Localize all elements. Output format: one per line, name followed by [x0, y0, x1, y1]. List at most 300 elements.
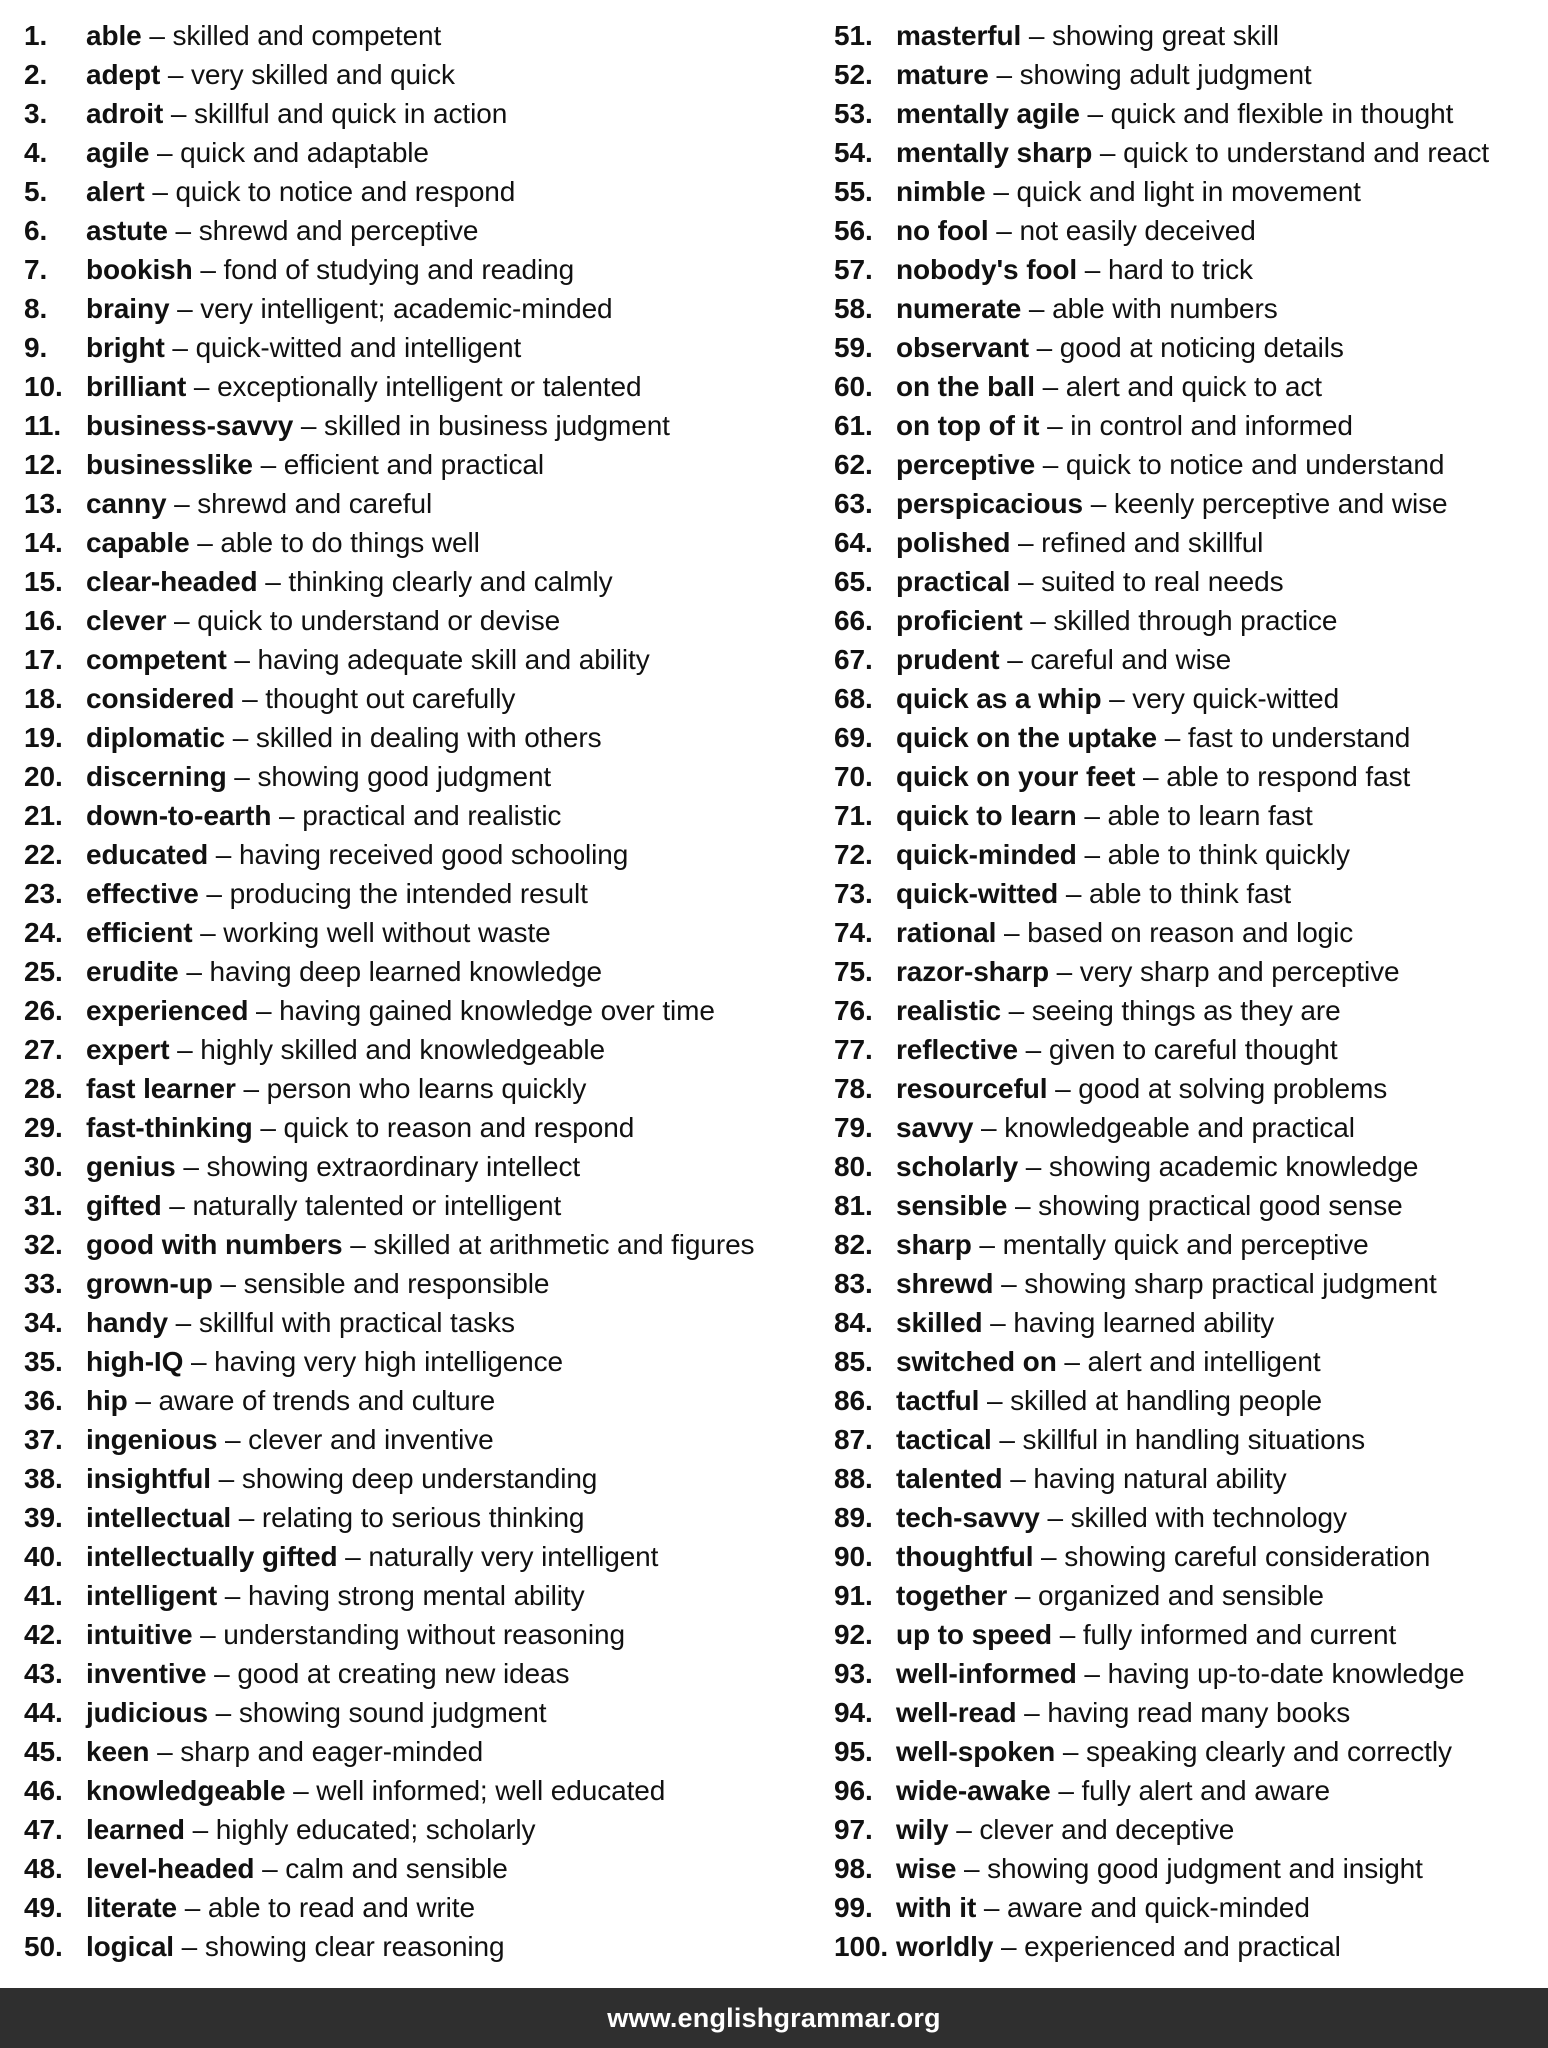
item-term: tactful [896, 1385, 980, 1416]
item-definition: aware and quick-minded [1007, 1892, 1310, 1923]
item-number: 60. [834, 371, 873, 402]
item-separator: – [337, 1541, 369, 1572]
list-item [834, 250, 1544, 289]
list-item [24, 718, 804, 757]
list-item [834, 679, 1544, 718]
item-text [896, 640, 1231, 679]
list-item [24, 1498, 804, 1537]
item-separator: – [1033, 1541, 1065, 1572]
item-text [86, 445, 544, 484]
item-number: 73. [834, 878, 873, 909]
item-text [86, 1108, 634, 1147]
item-term: canny [86, 488, 167, 519]
list-item [834, 874, 1544, 913]
item-definition: skilled and competent [172, 20, 442, 51]
item-term: level-headed [86, 1853, 255, 1884]
item-term: businesslike [86, 449, 253, 480]
item-term: talented [896, 1463, 1003, 1494]
item-separator: – [979, 1385, 1011, 1416]
item-definition: having very high intelligence [214, 1346, 564, 1377]
item-term: diplomatic [86, 722, 226, 753]
item-number: 2. [24, 59, 48, 90]
item-definition: fully informed and current [1082, 1619, 1397, 1650]
item-separator: – [183, 1346, 215, 1377]
item-number: 95. [834, 1736, 873, 1767]
item-text [896, 1303, 1274, 1342]
item-number: 5. [24, 176, 48, 207]
list-item [834, 1576, 1544, 1615]
item-separator: – [1052, 1619, 1083, 1650]
item-term: erudite [86, 956, 179, 987]
list-item [834, 1147, 1544, 1186]
item-term: razor-sharp [896, 956, 1049, 987]
list-item [24, 874, 804, 913]
item-number: 3. [24, 98, 48, 129]
item-separator: – [1039, 1502, 1071, 1533]
item-separator: – [184, 1814, 216, 1845]
item-definition: mentally quick and perceptive [1002, 1229, 1369, 1260]
item-separator: – [1055, 1736, 1087, 1767]
item-text [86, 757, 551, 796]
item-definition: in control and informed [1070, 410, 1353, 441]
item-definition: showing adult judgment [1019, 59, 1312, 90]
item-separator: – [167, 215, 199, 246]
item-term: prudent [896, 644, 1000, 675]
item-text [86, 1069, 586, 1108]
item-separator: – [1034, 371, 1066, 402]
list-item [834, 1303, 1544, 1342]
item-separator: – [985, 176, 1017, 207]
item-number: 11. [24, 410, 62, 441]
item-number: 7. [24, 254, 48, 285]
item-text [896, 133, 1489, 172]
item-separator: – [257, 566, 289, 597]
item-separator: – [1022, 605, 1054, 636]
item-text [86, 1186, 561, 1225]
item-number: 12. [24, 449, 63, 480]
item-term: good with numbers [86, 1229, 343, 1260]
item-text [86, 1147, 580, 1186]
item-definition: showing practical good sense [1038, 1190, 1403, 1221]
item-separator: – [971, 1229, 1003, 1260]
item-term: practical [896, 566, 1011, 597]
list-item [834, 484, 1544, 523]
item-separator: – [1016, 1697, 1048, 1728]
item-text [896, 1537, 1430, 1576]
item-text [86, 1342, 563, 1381]
item-number: 82. [834, 1229, 873, 1260]
item-definition: fully alert and aware [1081, 1775, 1330, 1806]
item-number: 80. [834, 1151, 873, 1182]
item-definition: able to do things well [220, 527, 480, 558]
item-number: 31. [24, 1190, 63, 1221]
item-text [86, 1420, 494, 1459]
item-text [896, 835, 1350, 874]
item-definition: quick-witted and intelligent [195, 332, 522, 363]
item-number: 4. [24, 137, 48, 168]
item-number: 77. [834, 1034, 873, 1065]
item-separator: – [235, 1073, 267, 1104]
item-text [896, 16, 1279, 55]
item-separator: – [1079, 98, 1111, 129]
item-number: 41. [24, 1580, 63, 1611]
item-separator: – [1135, 761, 1167, 792]
list-item [24, 1186, 804, 1225]
item-term: judicious [86, 1697, 208, 1728]
item-term: clever [86, 605, 167, 636]
item-term: considered [86, 683, 235, 714]
item-term: wise [896, 1853, 957, 1884]
list-item [24, 1693, 804, 1732]
list-item [24, 1537, 804, 1576]
item-definition: having up-to-date knowledge [1107, 1658, 1465, 1689]
item-term: handy [86, 1307, 168, 1338]
item-text [896, 1498, 1347, 1537]
list-item [834, 1537, 1544, 1576]
item-term: worldly [896, 1931, 994, 1962]
item-definition: knowledgeable and practical [1004, 1112, 1355, 1143]
item-text [86, 874, 588, 913]
list-item [24, 796, 804, 835]
item-definition: skilled at arithmetic and figures [373, 1229, 755, 1260]
item-term: knowledgeable [86, 1775, 286, 1806]
item-text [896, 952, 1399, 991]
item-text [896, 1264, 1437, 1303]
item-definition: calm and sensible [285, 1853, 508, 1884]
item-text [896, 718, 1410, 757]
list-item [834, 1654, 1544, 1693]
list-item [24, 835, 804, 874]
item-text [896, 1186, 1403, 1225]
item-number: 38. [24, 1463, 63, 1494]
website-url: www.englishgrammar.org [607, 2002, 941, 2033]
item-definition: given to careful thought [1048, 1034, 1338, 1065]
item-separator: – [996, 917, 1028, 948]
list-item [834, 1225, 1544, 1264]
item-separator: – [973, 1112, 1005, 1143]
item-number: 24. [24, 917, 63, 948]
item-definition: good at creating new ideas [237, 1658, 570, 1689]
item-separator: – [206, 1658, 238, 1689]
item-definition: able to learn fast [1107, 800, 1313, 831]
item-number: 54. [834, 137, 873, 168]
list-item [834, 328, 1544, 367]
item-separator: – [1077, 254, 1108, 285]
item-term: quick on your feet [896, 761, 1136, 792]
item-number: 99. [834, 1892, 873, 1923]
list-item [24, 94, 804, 133]
item-separator: – [1000, 995, 1032, 1026]
item-number: 93. [834, 1658, 873, 1689]
item-text [896, 913, 1353, 952]
item-separator: – [1083, 488, 1114, 519]
item-number: 1. [24, 20, 48, 51]
item-separator: – [1018, 1151, 1049, 1182]
item-separator: – [1058, 878, 1089, 909]
item-number: 36. [24, 1385, 63, 1416]
item-number: 46. [24, 1775, 63, 1806]
item-definition: very intelligent; academic-minded [200, 293, 613, 324]
item-text [896, 1381, 1322, 1420]
list-item [834, 406, 1544, 445]
list-item [834, 601, 1544, 640]
list-item [834, 1498, 1544, 1537]
item-text [896, 484, 1447, 523]
item-definition: having received good schooling [238, 839, 629, 870]
item-number: 76. [834, 995, 873, 1026]
list-item [834, 991, 1544, 1030]
item-definition: seeing things as they are [1031, 995, 1341, 1026]
list-item [24, 1654, 804, 1693]
item-text [896, 1849, 1423, 1888]
item-definition: quick to notice and respond [175, 176, 516, 207]
list-item [834, 289, 1544, 328]
item-term: wily [896, 1814, 949, 1845]
list-item [24, 757, 804, 796]
item-text [86, 1849, 508, 1888]
item-number: 68. [834, 683, 873, 714]
item-number: 91. [834, 1580, 873, 1611]
item-text [896, 601, 1337, 640]
item-number: 85. [834, 1346, 873, 1377]
item-separator: – [1050, 1775, 1082, 1806]
item-definition: highly skilled and knowledgeable [200, 1034, 605, 1065]
item-term: tech-savvy [896, 1502, 1040, 1533]
list-item [24, 913, 804, 952]
item-term: quick-witted [896, 878, 1059, 909]
item-text [86, 1459, 597, 1498]
item-number: 86. [834, 1385, 873, 1416]
item-text [896, 1732, 1452, 1771]
item-separator: – [226, 761, 258, 792]
item-separator: – [1056, 1346, 1088, 1377]
item-separator: – [1017, 1034, 1049, 1065]
list-item [24, 172, 804, 211]
item-text [86, 523, 480, 562]
item-term: inventive [86, 1658, 207, 1689]
item-number: 44. [24, 1697, 63, 1728]
list-item [24, 1888, 804, 1927]
item-number: 33. [24, 1268, 63, 1299]
item-number: 19. [24, 722, 63, 753]
item-term: wide-awake [896, 1775, 1051, 1806]
item-separator: – [231, 1502, 262, 1533]
item-term: literate [86, 1892, 178, 1923]
item-definition: very quick-witted [1132, 683, 1340, 714]
item-number: 56. [834, 215, 873, 246]
item-term: switched on [896, 1346, 1057, 1377]
item-definition: quick and flexible in thought [1110, 98, 1454, 129]
item-number: 8. [24, 293, 48, 324]
item-term: adroit [86, 98, 164, 129]
item-definition: good at noticing details [1059, 332, 1344, 363]
list-item [24, 1147, 804, 1186]
item-text [86, 1732, 483, 1771]
item-term: numerate [896, 293, 1022, 324]
item-number: 39. [24, 1502, 63, 1533]
list-item [834, 1927, 1544, 1966]
item-number: 42. [24, 1619, 63, 1650]
item-term: polished [896, 527, 1011, 558]
item-definition: thought out carefully [265, 683, 516, 714]
item-term: nobody's fool [896, 254, 1078, 285]
item-number: 67. [834, 644, 873, 675]
item-definition: shrewd and careful [197, 488, 433, 519]
list-item [24, 1069, 804, 1108]
item-separator: – [198, 878, 230, 909]
list-item [24, 679, 804, 718]
item-separator: – [254, 1853, 286, 1884]
item-number: 30. [24, 1151, 63, 1182]
item-number: 92. [834, 1619, 873, 1650]
item-term: well-spoken [896, 1736, 1056, 1767]
item-term: no fool [896, 215, 989, 246]
list-item [24, 211, 804, 250]
item-term: fast learner [86, 1073, 236, 1104]
list-item [24, 55, 804, 94]
item-text [86, 1225, 754, 1264]
list-item [24, 1771, 804, 1810]
item-number: 28. [24, 1073, 63, 1104]
item-text [896, 55, 1312, 94]
item-text [86, 1264, 549, 1303]
list-item [24, 1576, 804, 1615]
list-item [834, 1264, 1544, 1303]
item-number: 63. [834, 488, 873, 519]
list-item [834, 913, 1544, 952]
item-definition: showing clear reasoning [204, 1931, 505, 1962]
item-text [86, 952, 602, 991]
item-term: rational [896, 917, 997, 948]
item-separator: – [1092, 137, 1124, 168]
item-separator: – [1007, 1190, 1039, 1221]
item-definition: refined and skillful [1041, 527, 1264, 558]
item-text [896, 250, 1253, 289]
item-number: 13. [24, 488, 63, 519]
item-text [86, 1030, 605, 1069]
item-definition: showing academic knowledge [1048, 1151, 1419, 1182]
item-text [896, 445, 1444, 484]
item-term: up to speed [896, 1619, 1053, 1650]
item-text [896, 1342, 1321, 1381]
item-number: 79. [834, 1112, 873, 1143]
item-text [896, 1147, 1418, 1186]
item-separator: – [127, 1385, 159, 1416]
item-text [86, 601, 560, 640]
item-definition: showing good judgment [257, 761, 552, 792]
item-term: perceptive [896, 449, 1036, 480]
list-item [834, 1381, 1544, 1420]
item-number: 34. [24, 1307, 63, 1338]
item-definition: showing extraordinary intellect [206, 1151, 581, 1182]
item-term: genius [86, 1151, 176, 1182]
item-separator: – [1007, 1580, 1039, 1611]
item-term: ingenious [86, 1424, 218, 1455]
item-separator: – [1010, 527, 1042, 558]
item-term: expert [86, 1034, 170, 1065]
item-number: 23. [24, 878, 63, 909]
item-number: 71. [834, 800, 873, 831]
item-term: intuitive [86, 1619, 193, 1650]
item-text [896, 94, 1453, 133]
item-term: capable [86, 527, 190, 558]
item-definition: very skilled and quick [191, 59, 455, 90]
item-term: on top of it [896, 410, 1040, 441]
item-definition: understanding without reasoning [223, 1619, 625, 1650]
item-term: perspicacious [896, 488, 1084, 519]
item-text [896, 991, 1341, 1030]
item-number: 72. [834, 839, 873, 870]
item-definition: showing sharp practical judgment [1024, 1268, 1437, 1299]
item-term: reflective [896, 1034, 1018, 1065]
item-number: 57. [834, 254, 873, 285]
list-item [834, 1771, 1544, 1810]
item-number: 69. [834, 722, 873, 753]
item-number: 6. [24, 215, 48, 246]
item-term: thoughtful [896, 1541, 1034, 1572]
item-number: 26. [24, 995, 63, 1026]
item-separator: – [163, 98, 195, 129]
list-item [834, 1810, 1544, 1849]
item-text [896, 1771, 1330, 1810]
list-item [24, 640, 804, 679]
list-item [24, 1420, 804, 1459]
list-item [834, 523, 1544, 562]
list-item [24, 1615, 804, 1654]
item-text [896, 757, 1410, 796]
item-text [896, 679, 1339, 718]
item-number: 51. [834, 20, 873, 51]
item-number: 40. [24, 1541, 63, 1572]
item-separator: – [293, 410, 325, 441]
item-definition: showing careful consideration [1064, 1541, 1431, 1572]
item-separator: – [167, 1307, 199, 1338]
item-term: educated [86, 839, 209, 870]
item-number: 97. [834, 1814, 873, 1845]
item-definition: fond of studying and reading [223, 254, 575, 285]
item-term: observant [896, 332, 1029, 363]
list-item [834, 55, 1544, 94]
list-item [24, 367, 804, 406]
item-number: 14. [24, 527, 63, 558]
item-text [896, 874, 1291, 913]
item-definition: very sharp and perceptive [1079, 956, 1400, 987]
item-text [896, 1069, 1387, 1108]
item-number: 16. [24, 605, 63, 636]
item-text [86, 1537, 658, 1576]
item-number: 84. [834, 1307, 873, 1338]
list-item [24, 1264, 804, 1303]
item-term: competent [86, 644, 227, 675]
item-text [896, 1615, 1396, 1654]
list-item [834, 1888, 1544, 1927]
item-definition: highly educated; scholarly [215, 1814, 536, 1845]
item-term: proficient [896, 605, 1023, 636]
item-definition: having natural ability [1033, 1463, 1287, 1494]
item-number: 53. [834, 98, 873, 129]
item-term: well-read [896, 1697, 1017, 1728]
item-term: effective [86, 878, 199, 909]
list-item [834, 1459, 1544, 1498]
item-definition: suited to real needs [1041, 566, 1284, 597]
item-separator: – [192, 254, 224, 285]
item-number: 66. [834, 605, 873, 636]
item-separator: – [160, 59, 192, 90]
item-definition: having adequate skill and ability [257, 644, 650, 675]
item-text [86, 1810, 535, 1849]
item-separator: – [285, 1775, 317, 1806]
item-number: 52. [834, 59, 873, 90]
